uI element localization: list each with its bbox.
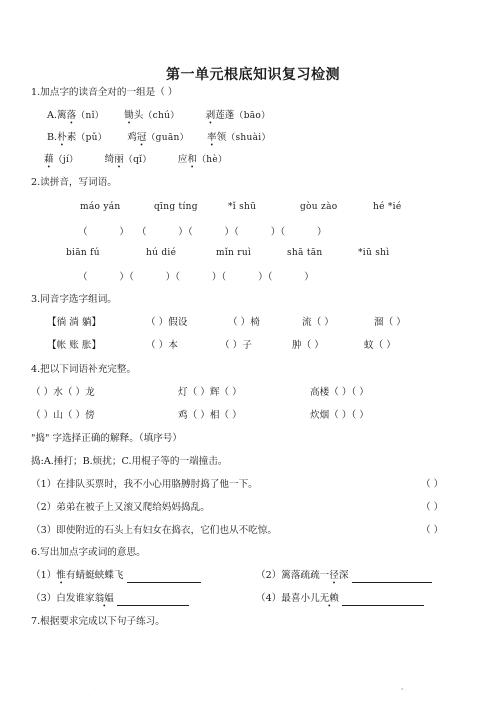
word-char: 应 bbox=[177, 154, 188, 165]
q4-item: 灯（ ）辉（ ） bbox=[178, 387, 242, 398]
answer-blank[interactable] bbox=[352, 572, 432, 583]
q5-stem: "捣" 字选择正确的解释。（填序号） bbox=[31, 433, 182, 444]
word-char: 素 bbox=[66, 132, 77, 143]
pinyin: （chú） bbox=[143, 111, 180, 121]
word-char: 领 bbox=[216, 132, 227, 143]
pinyin-item: máo yán bbox=[80, 202, 121, 212]
dotted-char: 率 bbox=[207, 132, 217, 143]
q1-option-c bbox=[44, 153, 227, 167]
footer-left-mark: . bbox=[94, 686, 96, 691]
dotted-char: 径 bbox=[329, 570, 339, 581]
q4-item: （ ）山（ ）傍 bbox=[31, 410, 95, 421]
dotted-char: 丽 bbox=[114, 154, 124, 165]
q6-text: （3）白发谁家 bbox=[31, 593, 95, 604]
pinyin: （pǔ） bbox=[76, 133, 108, 143]
q3-item: 肿（ ） bbox=[292, 340, 324, 351]
q3-group-1: 【徜 淌 躺】 bbox=[47, 317, 102, 328]
pinyin: （shuài） bbox=[226, 133, 271, 143]
word-char: 篱 bbox=[56, 110, 67, 121]
q4-item: 炊烟（ ）（ ） bbox=[310, 410, 369, 421]
dotted-char: 朴 bbox=[57, 132, 67, 143]
q3-item: （ ）本 bbox=[146, 340, 178, 351]
pinyin-item: shā tān bbox=[287, 248, 323, 258]
q4-item: （ ）水（ ）龙 bbox=[31, 387, 95, 398]
answer-box-row: （ ） （ ）（ ）（ ）（ ） bbox=[78, 227, 327, 238]
dotted-char: 锄 bbox=[124, 110, 134, 121]
q5-answer: （ ） bbox=[421, 479, 444, 490]
word-char: 莲蓬 bbox=[215, 110, 235, 121]
q7-stem: 7.根据要求完成以下句子练习。 bbox=[31, 616, 165, 627]
header-mark: · bbox=[246, 40, 248, 45]
q3-group-2: 【帐 账 胀】 bbox=[47, 340, 102, 351]
pinyin: （ɡuān） bbox=[146, 133, 189, 143]
dotted-char: 惟 bbox=[56, 570, 66, 581]
word-char: 绮 bbox=[104, 154, 115, 165]
pinyin: （qǐ） bbox=[123, 155, 152, 165]
q5-options: 捣:A.捶打；B.烦扰；C.用棍子等的一端撞击。 bbox=[31, 456, 228, 467]
pinyin-item: *iū shì bbox=[358, 248, 390, 258]
answer-blank[interactable] bbox=[127, 572, 201, 583]
q3-item: （ ）椅 bbox=[228, 317, 260, 328]
q1-option-a bbox=[47, 109, 270, 123]
dotted-char: 剥 bbox=[205, 110, 216, 121]
q5-answer: （ ） bbox=[421, 525, 444, 536]
q6-item-2 bbox=[256, 569, 432, 583]
q6-stem: 6.写出加点字或词的意思。 bbox=[31, 547, 146, 558]
dotted-char: 和 bbox=[187, 154, 197, 165]
q6-item-3 bbox=[31, 592, 189, 606]
q3-item: （ ）子 bbox=[220, 340, 252, 351]
word-char: 头 bbox=[133, 110, 144, 121]
q5-item: （1）在排队买票时，我不小心用胳膊肘捣了他一下。 bbox=[31, 479, 258, 490]
pinyin-item: qīng tíng bbox=[154, 202, 198, 212]
q5-item: （2）弟弟在被子上又滚又爬给妈妈捣乱。 bbox=[31, 502, 210, 513]
q6-item-1 bbox=[31, 569, 201, 583]
q6-text: （2）篱落疏疏一 bbox=[256, 570, 330, 581]
q3-stem: 3.同音字选字组词。 bbox=[31, 294, 117, 305]
q5-item: （3）即使附近的石头上有妇女在捣衣，它们也从不吃惊。 bbox=[31, 525, 277, 536]
option-label: A. bbox=[47, 110, 57, 121]
pinyin: （jí） bbox=[53, 155, 79, 165]
pinyin: （nǐ） bbox=[76, 111, 105, 121]
pinyin: （hè） bbox=[196, 155, 228, 165]
q3-item: （ ）假设 bbox=[146, 317, 188, 328]
dotted-char: 无赖 bbox=[319, 593, 339, 604]
q6-item-4 bbox=[256, 592, 424, 606]
answer-blank[interactable] bbox=[117, 595, 189, 606]
footer-right-mark: z. bbox=[401, 686, 405, 691]
dotted-char: 翁媪 bbox=[94, 593, 114, 604]
q1-stem: 1.加点字的读音全对的一组是（ ） bbox=[31, 87, 178, 98]
word-char: 鸡 bbox=[127, 132, 137, 143]
q5-answer: （ ） bbox=[421, 502, 444, 513]
option-label: B. bbox=[47, 132, 58, 143]
dotted-char: 藉 bbox=[44, 154, 54, 165]
q3-item: 溜（ ） bbox=[374, 317, 406, 328]
pinyin-item: *ǐ shū bbox=[228, 202, 257, 212]
q4-stem: 4.把以下词语补充完整。 bbox=[31, 364, 137, 375]
q3-item: 蚊（ ） bbox=[364, 340, 396, 351]
answer-box-row: （ ）（ ）（ ）（ ）（ ） bbox=[78, 272, 314, 283]
q2-stem: 2.读拼音，写词语。 bbox=[31, 177, 117, 188]
q4-item: 高楼（ ）（ ） bbox=[310, 387, 369, 398]
answer-blank[interactable] bbox=[342, 595, 424, 606]
pinyin-item: biān fú bbox=[66, 248, 100, 258]
pinyin-item: mǐn ruì bbox=[216, 248, 252, 258]
q6-text: 深 bbox=[338, 570, 349, 581]
page-title: 第一单元根底知识复习检测 bbox=[166, 67, 340, 83]
q3-item: 流（ ） bbox=[302, 317, 334, 328]
dotted-char: 落 bbox=[66, 110, 77, 121]
pinyin-item: gòu zào bbox=[300, 202, 338, 212]
pinyin: （bāo） bbox=[234, 111, 271, 121]
q6-text: （1） bbox=[31, 570, 57, 581]
pinyin-item: hé *ié bbox=[373, 202, 402, 212]
q4-item: 鸡（ ）相（ ） bbox=[178, 410, 242, 421]
q6-text: （4）最喜小儿 bbox=[256, 593, 320, 604]
q1-option-b bbox=[47, 131, 271, 145]
dotted-char: 冠 bbox=[136, 132, 147, 143]
q6-text: 有蜻蜓蛱蝶飞 bbox=[65, 570, 124, 581]
pinyin-item: hú dié bbox=[146, 248, 177, 258]
